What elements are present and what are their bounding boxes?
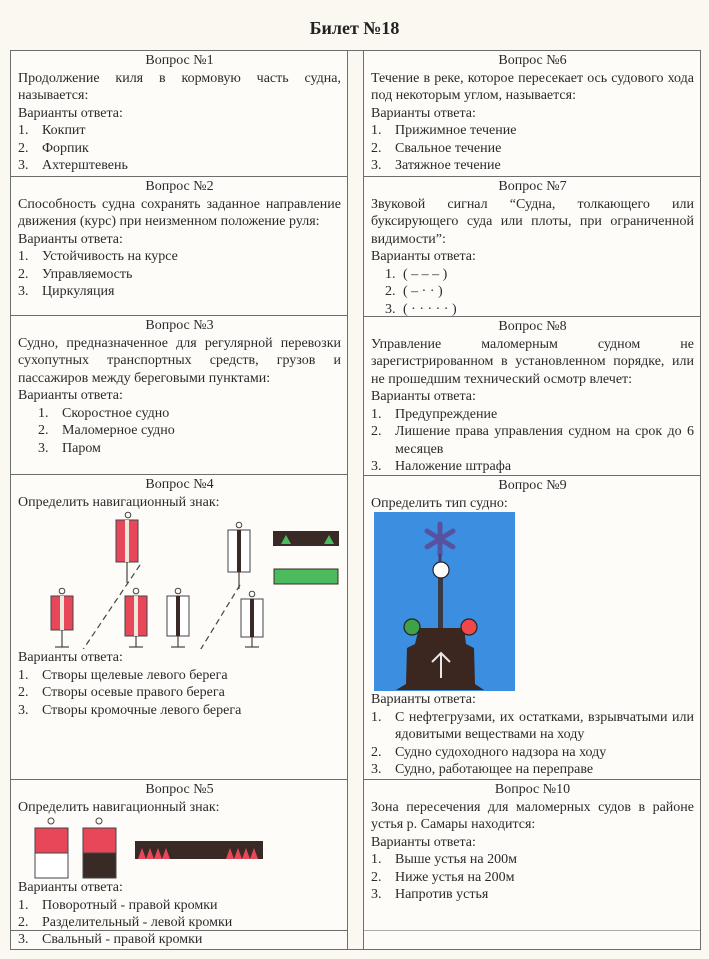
white-range-sign-icon [241,591,263,647]
answer-option[interactable]: 1. Выше устья на 200м [371,852,517,867]
question-8-text: Управление маломерным судном не зарегистрированном в установленном порядке, или не прошедшим технический осмотр влечет: [371,336,694,387]
red-side-light-icon [461,619,477,635]
answers-label: Варианты ответа: [371,389,476,404]
answer-option[interactable]: 3. Наложение штрафа [371,459,512,474]
answer-option[interactable]: 1. Предупреждение [371,406,498,422]
question-6-heading: Вопрос №6 [498,53,567,68]
question-3-text: Судно, предназначенное для регулярной перевозки сухопутных транспортных средств, грузов и пассажиров между береговыми пунктами: [18,335,341,386]
answer-option[interactable]: 2. Ниже устья на 200м [371,869,515,885]
question-7-cell [363,176,701,317]
black-board-green-triangles-icon [273,531,339,546]
answers-label: Варианты ответа: [18,231,123,247]
question-5-cell [10,779,348,930]
question-3-cell [10,315,348,475]
answer-option[interactable]: 3. Напротив устья [371,887,489,902]
navigation-sign-diagram [18,816,341,879]
question-4-heading: Вопрос №4 [145,477,214,492]
question-2-text: Способность судна сохранять заданное направление движения (курс) при неизменном положение руля: [18,196,341,229]
red-black-sign-icon [83,818,116,878]
answers-label: Варианты ответа: [18,388,123,403]
answer-option[interactable]: 3. Циркуляция [18,284,115,299]
question-1-cell [10,50,348,177]
answer-option[interactable]: 2. Разделительный - левой кромки [18,915,233,930]
question-8-heading: Вопрос №8 [498,319,567,334]
question-8-options [371,406,694,476]
answers-label: Варианты ответа: [18,105,123,121]
red-range-sign-icon [116,512,138,583]
question-1-options [18,122,341,175]
question-4-options [18,667,341,720]
red-white-sign-icon [35,818,68,878]
question-2-options [18,248,341,301]
question-5-heading: Вопрос №5 [145,782,214,797]
answer-option[interactable]: 1. С нефтегрузами, их остатками, взрывчатыми или ядовитыми веществами на ходу [371,709,694,742]
white-range-sign-icon [167,588,189,647]
question-4-cell [10,474,348,780]
question-5-cell-continued [10,930,348,950]
red-range-sign-icon [51,588,73,647]
question-5-text: Определить навигационный знак: [18,799,220,815]
question-1-heading: Вопрос №1 [145,53,214,68]
answers-label: Варианты ответа: [18,650,123,665]
answer-option[interactable]: 2. Судно судоходного надзора на ходу [371,744,607,760]
question-9-options [371,709,694,779]
question-3-heading: Вопрос №3 [145,318,214,333]
answer-option[interactable]: 3. Свальный - правой кромки [18,932,203,947]
question-6-cell [363,50,701,177]
red-range-sign-icon [125,588,147,647]
answer-option[interactable]: 2. ( – · · ) [385,284,443,299]
question-7-options [371,266,694,319]
question-4-text: Определить навигационный знак: [18,494,220,510]
answer-option[interactable]: 1. Створы щелевые левого берега [18,667,228,683]
answers-label: Варианты ответа: [371,692,476,707]
answer-option[interactable]: 1. ( – – – ) [385,266,448,282]
question-5-options-continued [18,931,341,949]
question-10-options [371,851,694,904]
ticket-title: Билет №18 [309,18,400,38]
answer-option[interactable]: 1. Прижимное течение [371,123,517,138]
question-9-heading: Вопрос №9 [498,478,567,493]
answer-option[interactable]: 1. Поворотный - правой кромки [18,897,218,913]
question-7-heading: Вопрос №7 [498,179,567,194]
question-5-options [18,897,341,932]
white-range-sign-icon [228,522,250,589]
answer-option[interactable]: 2. Лишение права управления судном на срок до 6 месяцев [371,424,694,457]
column-gap [348,50,363,950]
question-1-text: Продолжение киля в кормовую часть судна, называется: [18,70,341,103]
question-6-options [371,122,694,175]
answer-option[interactable]: 2. Управляемость [18,266,133,282]
answers-label: Варианты ответа: [371,249,476,264]
question-8-cell [363,316,701,476]
answer-option[interactable]: 3. Ахтерштевень [18,158,128,173]
answer-option[interactable]: 3. Створы кромочные левого берега [18,702,242,718]
question-9-text: Определить тип судно: [371,495,508,511]
question-2-heading: Вопрос №2 [145,179,214,194]
divider [364,930,700,931]
answer-option[interactable]: 3. ( · · · · · ) [385,301,457,317]
question-9-cell [363,475,701,780]
answers-label: Варианты ответа: [18,880,123,895]
answer-option[interactable]: 1. Скоростное судно [38,405,170,421]
question-10-text: Зона пересечения для маломерных судов в районе устья р. Самары находится: [371,799,694,832]
question-6-text: Течение в реке, которое пересекает ось судового хода под некоторым углом, называется: [371,70,694,103]
black-board-red-triangles-icon [135,841,263,859]
answers-label: Варианты ответа: [371,105,476,121]
range-signs-diagram [18,511,341,649]
answer-option[interactable]: 3. Паром [38,440,101,456]
vessel-lights-picture [371,512,694,691]
green-side-light-icon [404,619,420,635]
answer-option[interactable]: 3. Судно, работающее на переправе [371,762,594,777]
question-3-options [18,405,341,458]
answer-option[interactable]: 2. Маломерное судно [38,423,175,438]
question-10-cell [363,779,701,950]
question-10-heading: Вопрос №10 [494,782,571,797]
answer-option[interactable]: 1. Кокпит [18,123,86,138]
white-masthead-light-icon [433,562,449,578]
green-board-icon [274,569,338,584]
question-7-text: Звуковой сигнал “Судна, толкающего или буксирующего суда или плоты, при ограниченной видимости”: [371,196,694,247]
answer-option[interactable]: 2. Створы осевые правого берега [18,685,225,700]
answer-option[interactable]: 2. Свальное течение [371,140,502,156]
answers-label: Варианты ответа: [371,834,476,850]
answer-option[interactable]: 2. Форпик [18,140,89,156]
answer-option[interactable]: 1. Устойчивость на курсе [18,249,178,264]
answer-option[interactable]: 3. Затяжное течение [371,158,501,173]
question-2-cell [10,176,348,316]
